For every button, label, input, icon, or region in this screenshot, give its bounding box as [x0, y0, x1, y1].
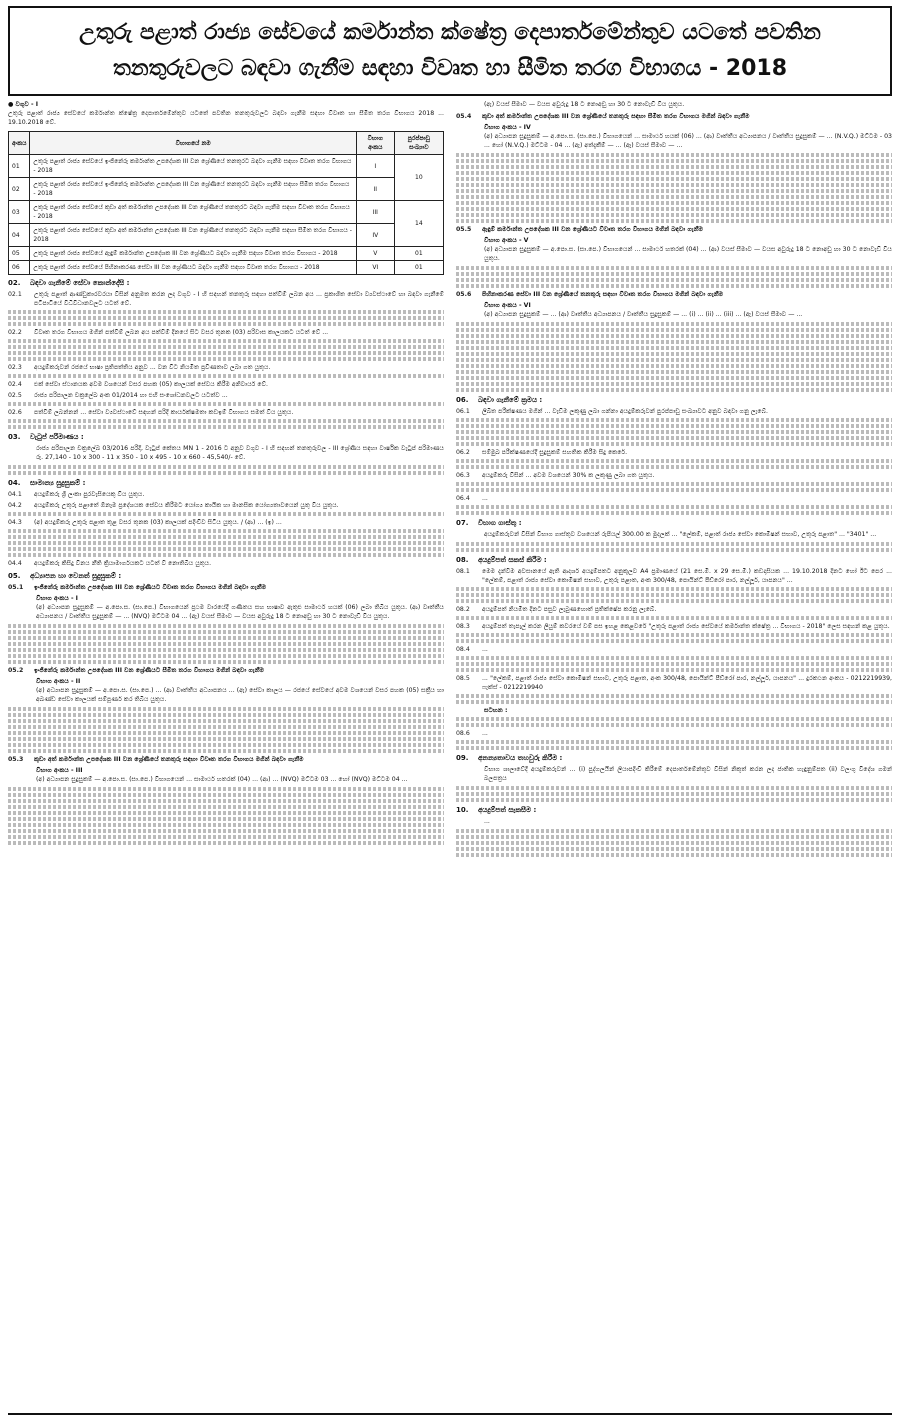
section-10: 10. අයදුම්පත් සැකසීම :: [456, 806, 537, 814]
row-no: 04: [9, 224, 30, 247]
part-label: ● වගුව - I: [8, 101, 39, 108]
clause-04-3: 04.3 (අ) අයදුම්කරු උතුරු පළාත තුළ වසර තුනක (03) කාලයක් පදිංචිව සිටිය යුතුය. / (ආ) ... (ඉ) ...: [8, 519, 282, 526]
identity-text: විභාග ශාලාවේදී අයදුම්කරුවන් ... (i) පුද්ගලයින් ලියාපදිංචි කිරීමේ දෙපාර්තමේන්තුව විසින් නිකුත් කරන ලද ජාතික හැඳුනුම්පත (ii) වලංගු විදේශ ගමන් බලපත්‍රය: [484, 766, 892, 782]
section-03: 03. වැටුප් පරිමාණය :: [8, 433, 84, 441]
section-09: 09. අනන්‍යතාවය තහවුරු කිරීම :: [456, 754, 563, 762]
fee-text: අයදුම්කරුවන් විසින් විභාග ගාස්තුව වශයෙන් රුපියල් 300.00 ක මුදලක් ... "ලේකම්, පළාත් රාජ්‍ය සේවා කොමිෂන් සභාව, උතුරු පළාත" ... "3401" ...: [484, 531, 877, 538]
clause-02-3: 02.3 අයදුම්කරුවන් රජයේ භාෂා ප්‍රතිපත්තිය අනුව ... වන විට නියමිත ප්‍රවීණතාව ලබා ගත යුතුය.: [8, 364, 271, 371]
clause-05-1-text: (අ) අධ්‍යාපන සුදුසුකම් — අ.පො.ස. (සා.පෙ.) විභාගයෙන් ප්‍රථම වාරයේදී ගණිතය සහ භාෂාව ඇතුළු සාමාර්ථ හයක් (06) ලබා තිබිය යුතුය. (ආ) වෘත්තීය අධ්‍යාපනය / වෘත්තීය සුදුසුකම් — ... (NVQ) මට්ටම 04 ... (ඇ) වයස් සීමාව — වයස අවුරුදු 18 ට නොඅඩු හා 30 ට නොවැඩි විය යුතුය.: [36, 604, 444, 620]
section-06: 06. බඳවා ගැනීමේ ක්‍රමය :: [456, 396, 543, 404]
col-no: අංකය: [9, 132, 30, 155]
row-vac: 01: [394, 261, 443, 275]
note-label: සටහන :: [484, 707, 508, 714]
col-name: විභාගයේ නම: [30, 132, 357, 155]
header-line-1: උතුරු පළාත් රාජ්‍ය සේවයේ කර්මාන්ත ක්ෂේත්‍ර දෙපාර්තමේන්තුව යටතේ පවතින: [79, 20, 821, 45]
clause-02-2: 02.2 විවෘත තරග විභාගය මගින් පත්වීම් ලබන අය පත්වීම් දිනයේ සිට වසර තුනක (03) පරිවාස කාලයකට යටත් වේ ...: [8, 329, 329, 336]
footer-rule: [8, 1413, 892, 1415]
row-code: I: [356, 155, 394, 178]
table-row: [9, 261, 444, 275]
table-row: [9, 224, 444, 247]
clause-02-1: 02.1 උතුරු පළාත් ආණ්ඩුකාරවරයා විසින් අනුමත කරන ලද වගුව - I හි සඳහන් තනතුරු සඳහා පත්වීම් ලබන අය ... ප්‍රකාශිත සේවා ව්‍යවස්ථාවේ හා බඳවා ගැනීමේ පටිපාටියේ විධිවිධානවලට යටත් වේ.: [8, 291, 444, 307]
age-limit-text: (ඇ) වයස් සීමාව — වයස අවුරුදු 18 ට නොඅඩු හා 30 ට නොවැඩි විය යුතුය.: [484, 101, 685, 108]
row-vac: 01: [394, 247, 443, 261]
row-vac: 10: [394, 155, 443, 201]
table-row: [9, 247, 444, 261]
table-row: [9, 201, 444, 224]
clause-06-3: 06.3 අයදුම්කරු විසින් ... අවම වශයෙන් 30% ක ලකුණු ලබා ගත යුතුය.: [456, 472, 655, 479]
col-code: විභාග අංකය: [356, 132, 394, 155]
row-name: උතුරු පළාත් රාජ්‍ය සේවයේ පිහිනාකරණ සේවා III වන ශ්‍රේණියට බඳවා ගැනීම සඳහා විවෘත තරග විභාගය - 2018: [30, 261, 357, 275]
clause-05-6: 05.6 පිහිනාකරණ සේවා III වන ශ්‍රේණියේ තනතුරු සඳහා විවෘත තරග විභාගය මගින් බඳවා ගැනීම: [456, 291, 724, 298]
section-10-text: ...: [484, 818, 490, 825]
header-banner: [8, 6, 892, 96]
section-04: 04. සාමාන්‍ය සුදුසුකම් :: [8, 479, 86, 487]
clause-05-4: 05.4 කුඩා අත් කර්මාන්ත උපදේශක III වන ශ්‍රේණියේ තනතුරු සඳහා සීමිත තරග විභාගය මගින් බඳවා ගැනීම: [456, 113, 750, 120]
clause-08-5: 08.5 ... "ලේකම්, පළාත් රාජ්‍ය සේවා කොමිෂන් සභාව, උතුරු පළාත, අංක 300/48, පොයින්ට් පීඩ්රෝ පාර, නල්ලූර්, යාපනය" ... දුරකථන අංකය - 0212219939, ෆැක්ස් - 0212219940: [456, 675, 892, 691]
table-row: [9, 178, 444, 201]
table-row: [9, 155, 444, 178]
clause-04-2: 04.2 අයදුම්කරු උතුරු පළාතේ ඕනෑම ප්‍රදේශයක සේවය කිරීමට යෝග්‍ය කායික හා මානසික යෝග්‍යතාවයෙන් යුතු විය යුතුය.: [8, 502, 339, 509]
clause-02-6: 02.6 පත්වීම් ලබන්නන් ... සේවා ව්‍යවස්ථාවේ සඳහන් පරිදි කාර්යක්ෂමතා කඩඉම් විභාගය සමත් විය යුතුය.: [8, 409, 294, 416]
clause-06-4: 06.4 ...: [456, 495, 488, 502]
intro-paragraph: උතුරු පළාත් රාජ්‍ය සේවයේ කර්මාන්ත ක්ෂේත්‍ර දෙපාර්තමේන්තුව යටතේ පවතින තනතුරුවලට බඳවා ගැනීම සඳහා විවෘත හා සීමිත තරග විභාගය 2018 ... 19.10.2018 වේ.: [8, 110, 444, 126]
clause-05-4-text: (අ) අධ්‍යාපන සුදුසුකම් — අ.පො.ස. (සා.පෙ.) විභාගයෙන් ... සාමාර්ථ හයක් (06) ... (ආ) වෘත්තීය අධ්‍යාපනය / වෘත්තීය සුදුසුකම් — ... (N.V.Q.) මට්ටම - 03 ... හෝ (N.V.Q.) මට්ටම - 04 ... (ඇ) අත්දැකීම් — ... (ඈ) වයස් සීමාව — ...: [484, 133, 892, 149]
clause-05-6-text: (අ) අධ්‍යාපන සුදුසුකම් — ... (ආ) වෘත්තීය අධ්‍යාපනය / වෘත්තීය සුදුසුකම් — ... (i) ... (ii) ... (iii) ... (ඇ) වයස් සීමාව — ...: [484, 311, 803, 318]
clause-08-6: 08.6 ...: [456, 730, 488, 737]
row-name: උතුරු පළාත් රාජ්‍ය සේවයේ කුඩා අත් කර්මාන්ත උපදේශක III වන ශ්‍රේණියේ තනතුරට බඳවා ගැනීම සඳහා විවෘත තරග විභාගය - 2018: [30, 201, 357, 224]
row-code: IV: [356, 224, 394, 247]
exam-no-III: විභාග අංකය - III: [36, 767, 83, 774]
row-name: උතුරු පළාත් රාජ්‍ය සේවයේ ඇඳුම් කර්මාන්ත උපදේශක III වන ශ්‍රේණියට බඳවා ගැනීම සඳහා විවෘත තරග විභාගය - 2018: [30, 247, 357, 261]
row-name: උතුරු පළාත් රාජ්‍ය සේවයේ ඉංජිනේරු කර්මාන්ත උපදේශක III වන ශ්‍රේණියේ තනතුරට බඳවා ගැනීම සඳහා සීමිත තරග විභාගය - 2018: [30, 178, 357, 201]
row-code: V: [356, 247, 394, 261]
exam-no-VI: විභාග අංකය - VI: [484, 302, 531, 309]
row-code: VI: [356, 261, 394, 275]
exam-no-V: විභාග අංකය - V: [484, 237, 529, 244]
row-vac: 14: [394, 201, 443, 247]
section-08: 08. අයදුම්පත් සකස් කිරීම :: [456, 556, 547, 564]
exam-table: [8, 131, 444, 275]
clause-08-2: 08.2 අයදුම්පත් නියමිත දිනට පසුව ලැබුණහොත් ප්‍රතික්ෂේප කරනු ලැබේ.: [456, 606, 657, 613]
exam-no-I: විභාග අංකය - I: [36, 595, 78, 602]
clause-05-2: 05.2 ඉංජිනේරු කර්මාන්ත උපදේශක III වන ශ්‍රේණියට සීමිත තරග විභාගය මගින් බඳවා ගැනීම: [8, 667, 265, 674]
clause-08-1: 08.1 මෙම දැන්වීම අවසානයේ ඇති ආදර්ශ අයදුම්පතට අනුකූලව A4 ප්‍රමාණයේ (21 සෙ.මී. x 29 සෙ.මී.) කඩදාසියක ... 19.10.2018 දිනට හෝ ඊට පෙර ... "ලේකම්, පළාත් රාජ්‍ය සේවා කොමිෂන් සභාව, උතුරු පළාත, අංක 300/48, පොයින්ට් පීඩ්රෝ පාර, නල්ලූර්, යාපනය" ...: [456, 568, 892, 584]
clause-08-3: 08.3 අයදුම්පත් තැපැල් කරන ලියුම් කවරයේ වම් පස ඉහළ කෙළවරේ "උතුරු පළාත් රාජ්‍ය සේවයේ කර්මාන්ත ක්ෂේත්‍ර ... විභාගය - 2018" ලෙස සඳහන් කළ යුතුය.: [456, 623, 890, 630]
clause-05-3: 05.3 කුඩා අත් කර්මාන්ත උපදේශක III වන ශ්‍රේණියේ තනතුරු සඳහා විවෘත තරග විභාගය මගින් බඳවා ගැනීම: [8, 756, 304, 763]
header-line-2: තනතුරුවලට බඳවා ගැනීම සඳහා විවෘත හා සීමිත තරග විභාගය - 2018: [112, 56, 788, 81]
row-no: 02: [9, 178, 30, 201]
right-column: [456, 100, 892, 1412]
exam-no-II: විභාග අංකය - II: [36, 678, 81, 685]
col-vacancies: පුරප්පාඩු සංඛ්‍යාව: [394, 132, 443, 155]
clause-05-5: 05.5 ඇඳුම් කර්මාන්ත උපදේශක III වන ශ්‍රේණියට විවෘත තරග විභාගය මගින් බඳවා ගැනීම: [456, 226, 704, 233]
row-no: 01: [9, 155, 30, 178]
row-name: උතුරු පළාත් රාජ්‍ය සේවයේ කුඩා අත් කර්මාන්ත උපදේශක III වන ශ්‍රේණියේ තනතුරට බඳවා ගැනීම සඳහා සීමිත තරග විභාගය - 2018: [30, 224, 357, 247]
clause-02-4: 02.4 එක් සේවා ස්ථානයක අවම වශයෙන් වසර පහක (05) කාලයක් සේවය කිරීම අනිවාර්ය වේ.: [8, 381, 268, 388]
clause-02-5: 02.5 රාජ්‍ය පරිපාලන චක්‍රලේඛ අංක 01/2014 හා එහි සංශෝධනවලට යටත්ව ...: [8, 392, 228, 399]
row-no: 03: [9, 201, 30, 224]
clause-06-2: 06.2 සම්මුඛ පරීක්ෂණයේදී සුදුසුකම් සහතික කිරීම සිදු කෙරේ.: [456, 449, 628, 456]
row-no: 05: [9, 247, 30, 261]
clause-08-4: 08.4 ...: [456, 646, 488, 653]
row-code: III: [356, 201, 394, 224]
section-05: 05. අධ්‍යාපන හා වෙනත් සුදුසුකම් :: [8, 572, 122, 580]
clause-05-3-text: (අ) අධ්‍යාපන සුදුසුකම් — අ.පො.ස. (සා.පෙ.) විභාගයෙන් ... සාමාර්ථ හතරක් (04) ... (ආ) ... (NVQ) මට්ටම 03 ... හෝ (NVQ) මට්ටම 04 ...: [36, 776, 408, 783]
section-07: 07. විභාග ගාස්තු :: [456, 519, 522, 527]
clause-05-2-text: (අ) අධ්‍යාපන සුදුසුකම් — අ.පො.ස. (සා.පෙ.) ... (ආ) වෘත්තීය අධ්‍යාපනය ... (ඇ) සේවා කාලය — රජයේ සේවයේ අවම වශයෙන් වසර පහක (05) සක්‍රීය හා අඛණ්ඩ සේවා කාලයක් සම්පූර්ණ කර තිබිය යුතුය.: [36, 687, 444, 703]
clause-05-5-text: (අ) අධ්‍යාපන සුදුසුකම් — අ.පො.ස. (සා.පෙ.) විභාගයෙන් ... සාමාර්ථ හතරක් (04) ... (ආ) වයස් සීමාව — වයස අවුරුදු 18 ට නොඅඩු හා 30 ට නොවැඩි විය යුතුය.: [484, 246, 892, 262]
row-code: II: [356, 178, 394, 201]
salary-text: රාජ්‍ය පරිපාලන චක්‍රලේඛ 03/2016 පරිදි, වැටුප් කේතය MN 1 - 2016 ට අනුව වගුව - I හි සඳහන් තනතුරුවල - III ශ්‍රේණිය සඳහා වාර්ෂික වැටුප් පරිමාණය රු. 27,140 - 10 x 300 - 11 x 350 - 10 x 495 - 10 x 660 - 45,540/- වේ.: [36, 445, 444, 461]
clause-05-1: 05.1 ඉංජිනේරු කර්මාන්ත උපදේශක III වන ශ්‍රේණියට විවෘත තරග විභාගය මගින් බඳවා ගැනීම: [8, 584, 267, 591]
section-02: 02. බඳවා ගැනීමේ සේවා කොන්දේසි :: [8, 279, 130, 287]
row-name: උතුරු පළාත් රාජ්‍ය සේවයේ ඉංජිනේරු කර්මාන්ත උපදේශක III වන ශ්‍රේණියේ තනතුරට බඳවා ගැනීම සඳහා විවෘත තරග විභාගය - 2018: [30, 155, 357, 178]
row-no: 06: [9, 261, 30, 275]
exam-table-header: [9, 132, 444, 155]
clause-04-4: 04.4 අයදුම්කරු කිසිදු විනය නීති ක්‍රියාමාර්ගයකට යටත් වී නොතිබිය යුතුය.: [8, 560, 212, 567]
left-column: [8, 100, 444, 1412]
clause-04-1: 04.1 අයදුම්කරු ශ්‍රී ලංකා පුරවැසියෙකු විය යුතුය.: [8, 491, 145, 498]
exam-no-IV: විභාග අංකය - IV: [484, 124, 531, 131]
clause-06-1: 06.1 ලිඛිත පරීක්ෂණය මගින් ... වැඩිම ලකුණු ලබා ගන්නා අයදුම්කරුවන් පුරප්පාඩු සංඛ්‍යාවට අනුව බඳවා ගනු ලැබේ.: [456, 408, 768, 415]
